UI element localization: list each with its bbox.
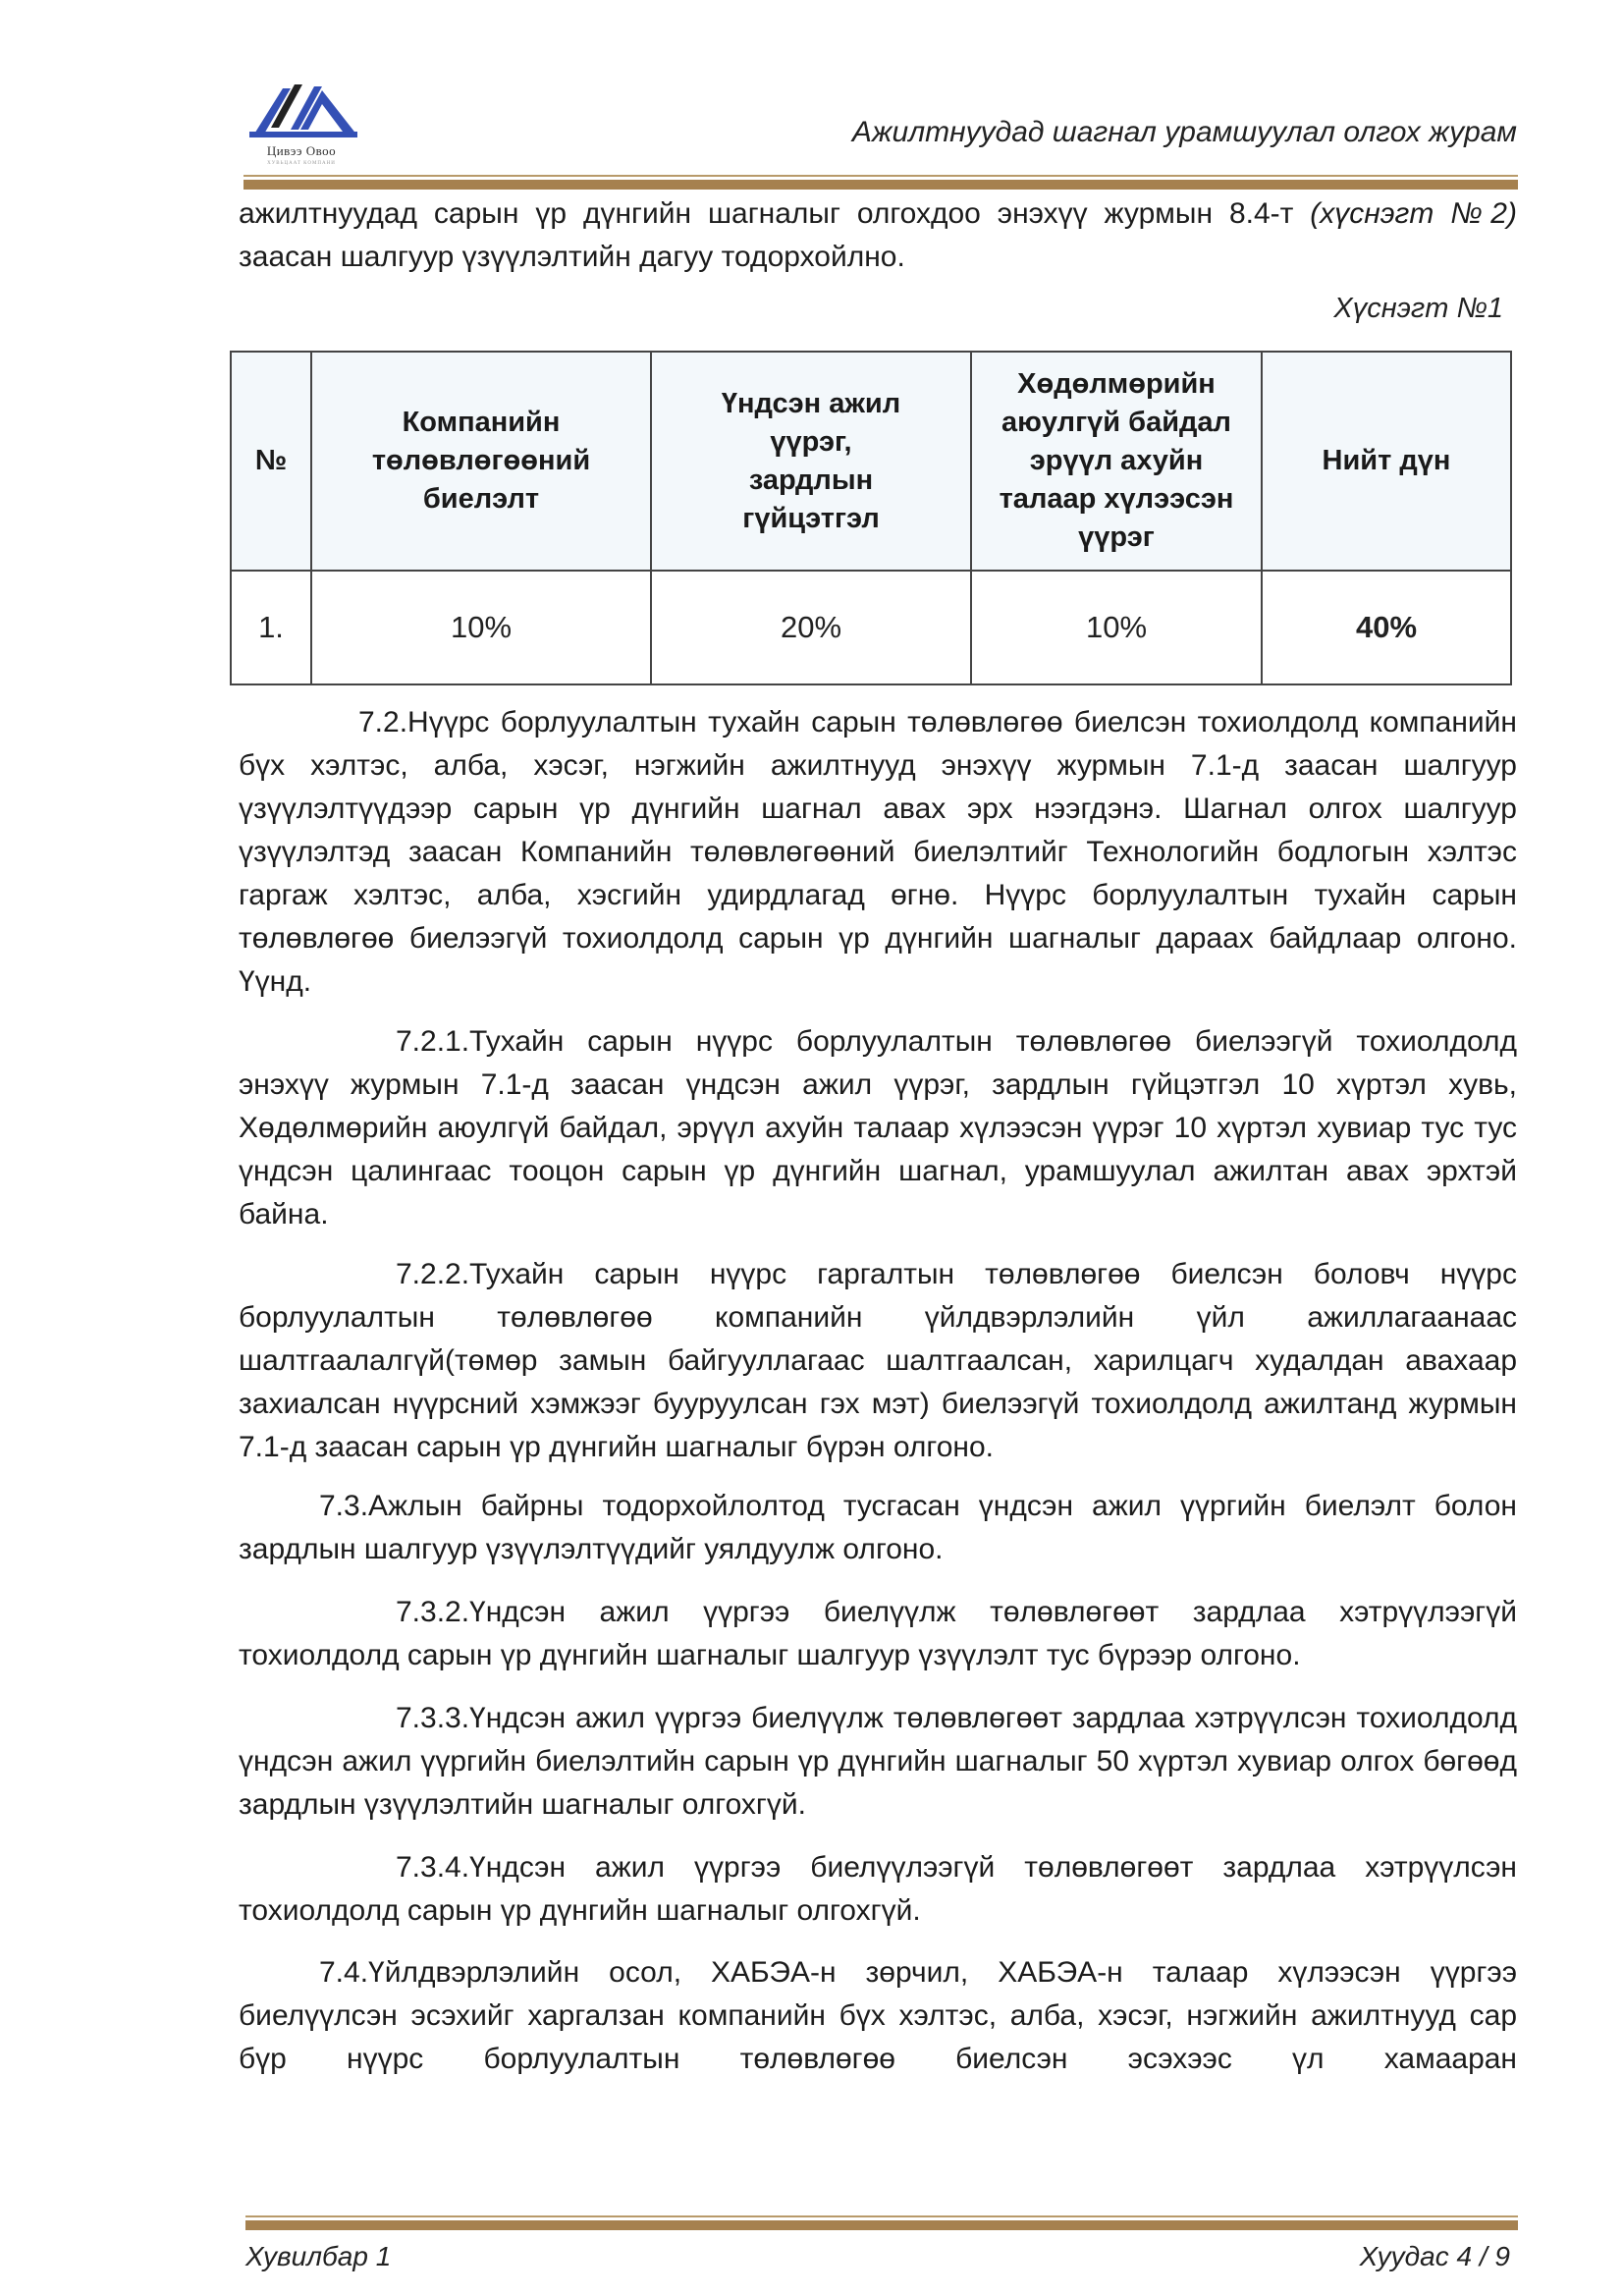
section-7-3 <box>239 1485 1517 1571</box>
logo-company-subtitle: ХУВЬЦААТ КОМПАНИ <box>267 161 336 166</box>
paragraph-7-3: 7.3.Ажлын байрны тодорхойлолтод тусгасан үндсэн ажил үүргийн биелэлт болон зардлын шалгуур үзүүлэлтүүдийг уялдуулж олгоно. <box>239 1490 1517 1565</box>
column-header-number: № <box>231 352 311 571</box>
cell-company-plan: 10% <box>311 571 651 684</box>
section-7-2 <box>239 701 1517 1004</box>
column-header-total: Нийт дүн <box>1262 352 1511 571</box>
bonus-criteria-table <box>230 351 1512 685</box>
company-logo <box>243 77 391 171</box>
intro-text: ажилтнуудад сарын үр дүнгийн шагналыг олгохдоо энэхүү журмын 8.4-т <box>239 197 1311 230</box>
column-header-safety: Хөдөлмөрийн аюулгүй байдал эрүүл ахуйн талаар хүлээсэн үүрэг <box>971 352 1262 571</box>
paragraph-7-3-2: 7.3.2.Үндсэн ажил үүргээ биелүүлж төлөвлөгөөт зардлаа хэтрүүлээгүй тохиолдолд сарын үр дүнгийн шагналыг шалгуур үзүүлэлт тус бүрээр олгоно. <box>239 1596 1517 1671</box>
section-7-2-2 <box>239 1253 1517 1469</box>
intro-table-reference: (хүснэгт №2) <box>1310 197 1517 230</box>
header-divider <box>243 175 1518 190</box>
table-row <box>231 571 1511 684</box>
column-header-main-duties: Үндсэн ажил үүрэг, зардлын гүйцэтгэл <box>651 352 971 571</box>
paragraph-7-4: 7.4.Үйлдвэрлэлийн осол, ХАБЭА-н зөрчил, ХАБЭА-н талаар хүлээсэн үүргээ биелүүлсэн эсэхийг харгалзан компанийн бүх хэлтэс, алба, хэсэг, нэгжийн ажилтнууд сар бүр нүүрс борлуулалтын төлөвлөгөө биелсэн эсэхээс үл хамааран <box>239 1956 1517 2075</box>
paragraph-7-2-1: 7.2.1.Тухайн сарын нүүрс борлуулалтын төлөвлөгөө биелээгүй тохиолдолд энэхүү журмын 7.1-д заасан үндсэн ажил үүрэг, зардлын гүйцэтгэл 10 хүртэл хувь, Хөдөлмөрийн аюулгүй байдал, эрүүл ахуйн талаар хүлээсэн үүрэг 10 хүртэл хувиар тус тус үндсэн цалингаас тооцон сарын үр дүнгийн шагнал, урамшуулал ажилтан авах эрхтэй байна. <box>239 1025 1517 1230</box>
intro-text-end: заасан шалгуур үзүүлэлтийн дагуу тодорхойлно. <box>239 241 905 273</box>
paragraph-7-3-3: 7.3.3.Үндсэн ажил үүргээ биелүүлж төлөвлөгөөт зардлаа хэтрүүлсэн тохиолдолд үндсэн ажил үүргийн биелэлтийн сарын үр дүнгийн шагналыг 50 хүртэл хувиар олгох бөгөөд зардлын үзүүлэлтийн шагналыг олгохгүй. <box>239 1702 1517 1821</box>
footer-divider <box>245 2215 1518 2230</box>
cell-main-duties: 20% <box>651 571 971 684</box>
table-caption: Хүснэгт №1 <box>1333 293 1503 324</box>
section-7-2-1 <box>239 1020 1517 1236</box>
paragraph-7-3-4: 7.3.4.Үндсэн ажил үүргээ биелүүлээгүй төлөвлөгөөт зардлаа хэтрүүлсэн тохиолдолд сарын үр дүнгийн шагналыг олгохгүй. <box>239 1851 1517 1927</box>
paragraph-7-2: 7.2.Нүүрс борлуулалтын тухайн сарын төлөвлөгөө биелсэн тохиолдолд компанийн бүх хэлтэс, алба, хэсэг, нэгжийн ажилтнууд энэхүү журмын 7.1-д заасан шалгуур үзүүлэлтүүдээр сарын үр дүнгийн шагнал авах эрх нээгдэнэ. Шагнал олгох шалгуур үзүүлэлтэд заасан Компанийн төлөвлөгөөний биелэлтийг Технологийн бодлогын хэлтэс гаргаж хэлтэс, алба, хэсгийн удирдлагад өгнө. Нүүрс борлуулалтын тухайн сарын төлөвлөгөө биелээгүй тохиолдолд сарын үр дүнгийн шагналыг дараах байдлаар олгоно. Үүнд. <box>239 706 1517 998</box>
logo-mountain-icon <box>243 77 359 141</box>
section-7-4 <box>239 1951 1517 2081</box>
document-version: Хувилбар 1 <box>245 2241 392 2271</box>
page-number: Хуудас 4 / 9 <box>1359 2241 1510 2271</box>
intro-paragraph <box>239 192 1517 279</box>
section-7-3-3 <box>239 1697 1517 1827</box>
cell-safety: 10% <box>971 571 1262 684</box>
document-title: Ажилтнуудад шагнал урамшуулал олгох журам <box>851 116 1517 148</box>
column-header-company-plan: Компанийн төлөвлөгөөний биелэлт <box>311 352 651 571</box>
cell-number: 1. <box>231 571 311 684</box>
logo-company-name: Цивээ Овоо <box>266 143 337 158</box>
paragraph-7-2-2: 7.2.2.Тухайн сарын нүүрс гаргалтын төлөвлөгөө биелсэн боловч нүүрс борлуулалтын төлөвлөгөө компанийн үйлдвэрлэлийн үйл ажиллагаанаас шалтгаалалгүй(төмөр замын байгууллагаас шалтгаалсан, харилцагч худалдан авахаар захиалсан нүүрсний хэмжээг бууруулсан гэх мэт) биелээгүй тохиолдолд ажилтанд журмын 7.1-д заасан сарын үр дүнгийн шагналыг бүрэн олгоно. <box>239 1258 1517 1463</box>
section-7-3-4 <box>239 1846 1517 1933</box>
section-7-3-2 <box>239 1591 1517 1677</box>
table-header-row <box>231 352 1511 571</box>
cell-total: 40% <box>1262 571 1511 684</box>
